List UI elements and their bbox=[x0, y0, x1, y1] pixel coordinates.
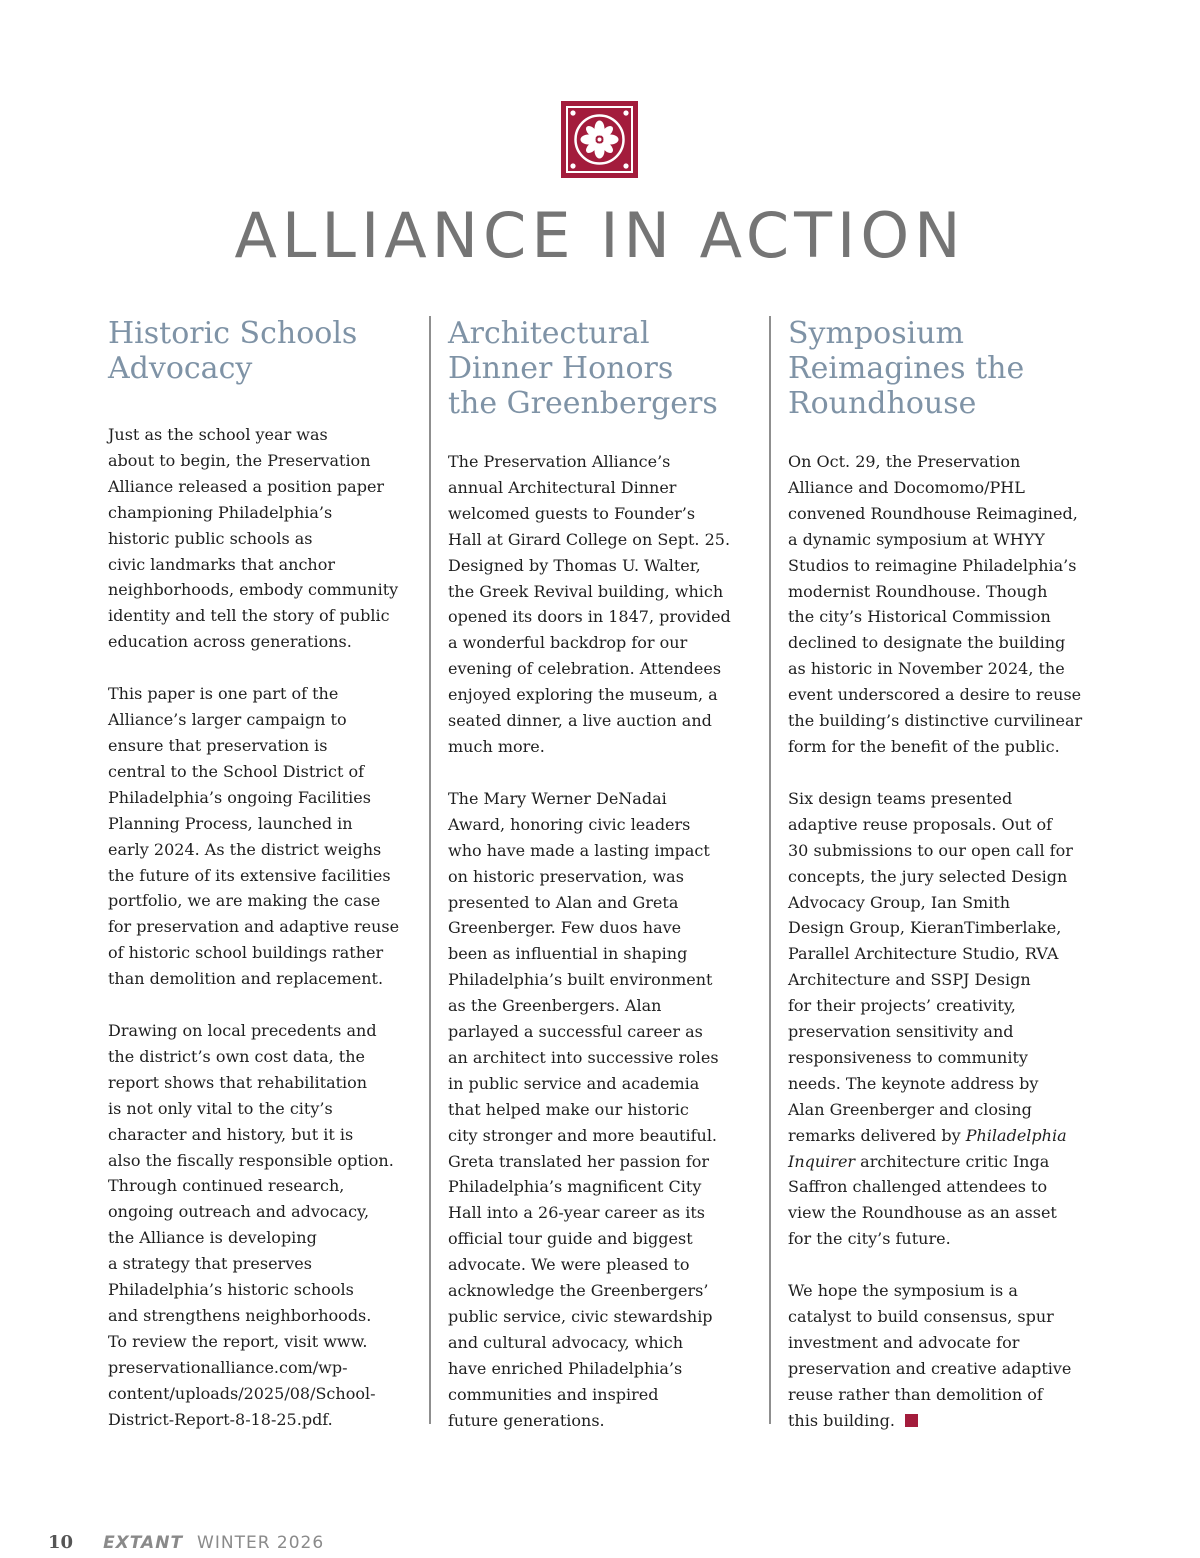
paragraph-text: We hope the symposium is a catalyst to build consensus, spur investment and advocate for preservation and creative adaptive reuse rather than demolition of this building. bbox=[788, 1281, 1072, 1430]
page-number: 10 bbox=[48, 1532, 74, 1553]
rosette-tile-icon bbox=[561, 101, 638, 178]
article-architectural-dinner bbox=[448, 316, 748, 1460]
end-mark-icon bbox=[905, 1414, 918, 1427]
article-heading: Historic Schools Advocacy bbox=[108, 316, 358, 386]
article-paragraph: The Preservation Alliance’s annual Architectural Dinner welcomed guests to Founder’s Hall at Girard College on Sept. 25. Designed by Thomas U. Walter, the Greek Revival building, which opened its doors in 1847, provided a wonderful backdrop for our evening of celebration. Attendees enjoyed exploring the museum, a seated dinner, a live auction and much more. bbox=[448, 452, 731, 756]
paragraph-text: architecture critic Inga Saffron challenged attendees to view the Roundhouse as an asset for the city’s future. bbox=[788, 1151, 1057, 1249]
article-historic-schools bbox=[108, 316, 418, 1459]
column-divider bbox=[769, 316, 771, 1424]
article-paragraph: Just as the school year was about to begin, the Preservation Alliance released a position paper championing Philadelphia’s historic public schools as civic landmarks that anchor neighborhoods, embody community identity and tell the story of public education across generations. bbox=[108, 425, 399, 652]
article-paragraph: On Oct. 29, the Preservation Alliance and Docomomo/PHL convened Roundhouse Reimagined, a dynamic symposium at WHYY Studios to reimagine Philadelphia’s modernist Roundhouse. Though the city’s Historical Commission declined to designate the building as historic in November 2024, the event underscored a desire to reuse the building’s distinctive curvilinear form for the benefit of the public. bbox=[788, 452, 1083, 756]
page-footer bbox=[48, 1528, 324, 1558]
article-paragraph: The Mary Werner DeNadai Award, honoring civic leaders who have made a lasting impact on historic preservation, was presented to Alan and Greta Greenberger. Few duos have been as influential in shaping Philadelphia’s built environment as the Greenbergers. Alan parlayed a successful career as an architect into successive roles in public service and academia that helped make our historic city stronger and more beautiful. Greta translated her passion for Philadelphia’s magnificent City Hall into a 26-year career as its official tour guide and biggest advocate. We were pleased to acknowledge the Greenbergers’ public service, civic stewardship and cultural advocacy, which have enriched Philadelphia’s communities and inspired future generations. bbox=[448, 788, 719, 1430]
paragraph-text: Six design teams presented adaptive reuse proposals. Out of 30 submissions to our open call for concepts, the jury selected Design Advocacy Group, Ian Smith Design Group, KieranTimberlake, Parallel Architecture Studio, RVA Architecture and SSPJ Design for their projects’ creativity, preservation sensitivity and responsiveness to community needs. The keynote address by Alan Greenberger and closing remarks delivered by bbox=[788, 788, 1073, 1145]
publication-title: EXTANT bbox=[103, 1533, 184, 1553]
article-paragraph: This paper is one part of the Alliance’s larger campaign to ensure that preservation is central to the School District of Philadelphia’s ongoing Facilities Planning Process, launched in early 2024. As the district weighs the future of its extensive facilities portfolio, we are making the case for preservation and adaptive reuse of historic school buildings rather than demolition and replacement. bbox=[108, 684, 400, 989]
page-title: ALLIANCE IN ACTION bbox=[234, 199, 966, 272]
article-roundhouse-symposium bbox=[788, 316, 1098, 1460]
article-heading: Symposium Reimagines the Roundhouse bbox=[788, 316, 1025, 421]
article-paragraph: Drawing on local precedents and the district’s own cost data, the report shows that rehabilitation is not only vital to the city’s character and history, but it is also the fiscally responsible option. Through continued research, ongoing outreach and advocacy, the Alliance is developing a strategy that preserves Philadelphia’s historic schools and strengthens neighborhoods. To review the report, visit www. preservationalliance.com/wp- content/uploads/2025/08/School- District-Report-8-18-25.pdf. bbox=[108, 1021, 394, 1429]
article-paragraph bbox=[788, 786, 1098, 1252]
article-heading: Architectural Dinner Honors the Greenbergers bbox=[448, 316, 718, 421]
column-divider bbox=[429, 316, 431, 1424]
issue-label: WINTER 2026 bbox=[197, 1533, 325, 1553]
article-paragraph bbox=[788, 1278, 1098, 1433]
publication-name: Philadelphia Inquirer bbox=[788, 1125, 1067, 1171]
